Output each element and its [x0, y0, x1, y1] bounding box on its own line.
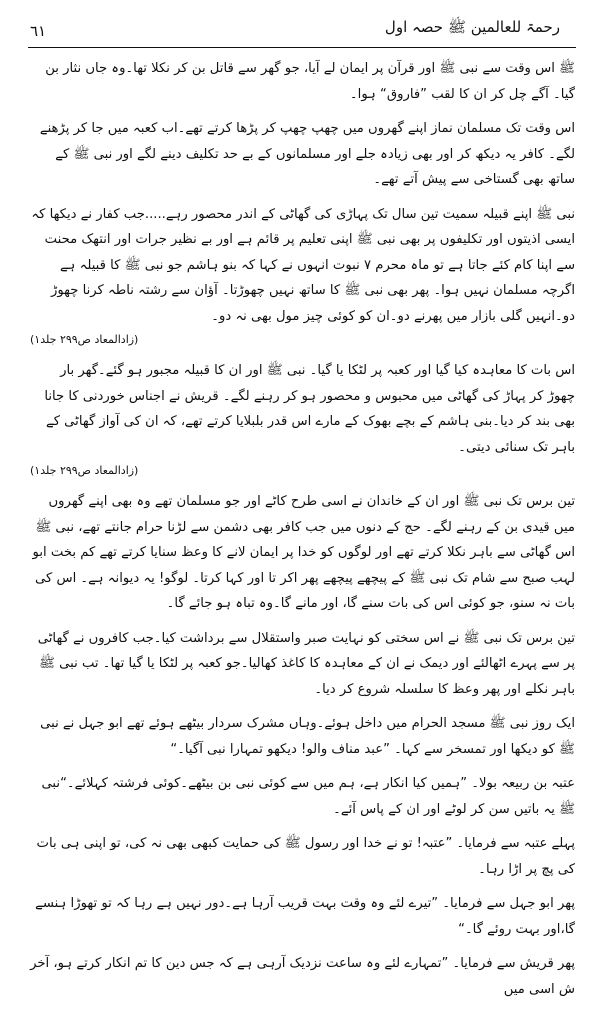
paragraph: تین برس تک نبی ﷺ اور ان کے خاندان نے اسی طرح کاٹے اور جو مسلمان تھے وہ بھی اپنے گھروں میں قیدی بن کے رہنے لگے۔ حج کے دنوں میں جب کافر بھی دشمن سے لڑنا حرام جانتے تھے، نبی ﷺ اس گھاٹی سے باہر نکلا کرتے تھے اور لوگوں کو خدا پر ایمان لانے کا وعظ سنایا کرتے تھے کم بخت ابو لہب صبح سے شام تک نبی ﷺ کے پیچھے پیچھے پھر اکر تا اور کہا کرتا۔ لوگو! یہ دیوانہ ہے۔ اس کی بات نہ سنو، جو کوئی اس کی بات سنے گا، اور مانے گا۔وہ تباہ ہو جائے گا۔: [32, 494, 575, 611]
header-divider: [28, 47, 576, 48]
paragraph: اس وقت تک مسلمان نماز اپنے گھروں میں چھپ چھپ کر پڑھا کرتے تھے۔اب کعبہ میں جا کر پڑھنے لگے۔ کافر یہ دیکھ کر اور بھی زیادہ جلے اور مسلمانوں کے بے حد تکلیف دینے لگے اور نبی ﷺ کے ساتھ بھی گستاخی سے پیش آتے تھے۔: [39, 121, 575, 187]
paragraph: اس بات کا معاہدہ کیا گیا اور کعبہ پر لٹکا یا گیا۔ نبی ﷺ اور ان کا قبیلہ مجبور ہو گئے۔گھر بار چھوڑ کر پہاڑ کی گھاٹی میں محبوس و محصور ہو کر رہنے لگے۔ قریش نے اجناس خوردنی کا جانا بھی بند کر دیا۔بنی ہاشم کے بچے بھوک کے مارے اس قدر بلبلایا کرتے تھے، کہ ان کی آواز گھاٹی کے باہر تک سنائی دیتی۔: [44, 363, 575, 455]
paragraph: ﷺ اس وقت سے نبی ﷺ اور قرآن پر ایمان لے آیا، جو گھر سے قاتل بن کر نکلا تھا۔وہ جاں نثار بن گیا۔ آگے چل کر ان کا لقب ”فاروق“ ہوا۔: [45, 61, 575, 102]
reference-citation: (زادالمعاد ص۲۹۹ جلد۱): [30, 333, 139, 346]
paragraph: پھر ابو جہل سے فرمایا۔ ”تیرے لئے وہ وقت بہت قریب آرہا ہے۔دور نہیں ہے رہا کہ تو تھوڑا ہنسے گا،اور بہت روئے گا۔“: [35, 896, 575, 937]
paragraph: پھر قریش سے فرمایا۔ ”تمہارے لئے وہ ساعت نزدیک آرہی ہے کہ جس دین کا تم انکار کرتے ہو، آخر ش اسی میں: [30, 956, 575, 997]
page-number: ٦١: [30, 22, 47, 40]
paragraph: تین برس تک نبی ﷺ نے اس سختی کو نہایت صبر واستقلال سے برداشت کیا۔جب کافروں نے گھاٹی پر سے پہرے اٹھالئے اور دیمک نے ان کے معاہدہ کا کاغذ کھالیا۔جو کعبہ پر لٹکا یا گیا تھا۔ تب نبی ﷺ باہر نکلے اور پھر وعظ کا سلسلہ شروع کر دیا۔: [37, 630, 575, 697]
reference-citation: (زادالمعاد ص۲۹۹ جلد۱): [30, 464, 139, 477]
paragraph: عتبہ بن ربیعہ بولا۔ ”ہمیں کیا انکار ہے، ہم میں سے کوئی نبی بن بیٹھے۔کوئی فرشتہ کہلائے۔“نبی ﷺ یہ باتیں سن کر لوٹے اور ان کے پاس آئے۔: [41, 776, 575, 817]
paragraph: ایک روز نبی ﷺ مسجد الحرام میں داخل ہوئے۔وہاں مشرک سردار بیٹھے ہوئے تھے ابو جہل نے نبی ﷺ کو دیکھا اور تمسخر سے کہا۔ ”عبد مناف والو! دیکھو تمہارا نبی آگیا۔“: [40, 716, 575, 757]
running-header-title: رحمۃ للعالمین ﷺ حصہ اول: [384, 18, 560, 36]
document-body: [30, 56, 575, 1011]
paragraph: پہلے عتبہ سے فرمایا۔ ”عتبہ! تو نے خدا اور رسول ﷺ کی حمایت کبھی بھی نہ کی، تو اپنی ہی بات کی پچ پر اڑا رہا۔: [36, 836, 575, 877]
paragraph: نبی ﷺ اپنے قبیلہ سمیت تین سال تک پہاڑی کی گھاٹی کے اندر محصور رہے.....جب کفار نے دیکھا کہ ایسی اذیتوں اور تکلیفوں پر بھی نبی ﷺ اپنی تعلیم پر قائم ہے اور بے نظیر جرات اور انتھک محنت سے اپنا کام کئے جاتا ہے تو ماہ محرم ۷ نبوت انہوں نے کہا کہ بنو ہاشم جو نبی ﷺ کا قبیلہ ہے اگرچہ مسلمان نہیں ہوا۔ پھر بھی نبی ﷺ کا ساتھ نہیں چھوڑتا۔ آؤان سے رشتہ ناطہ کرنا چھوڑ دو۔انہیں گلی بازار میں پھرنے دو۔ان کو کوئی چیز مول بھی نہ دو۔: [31, 206, 575, 324]
